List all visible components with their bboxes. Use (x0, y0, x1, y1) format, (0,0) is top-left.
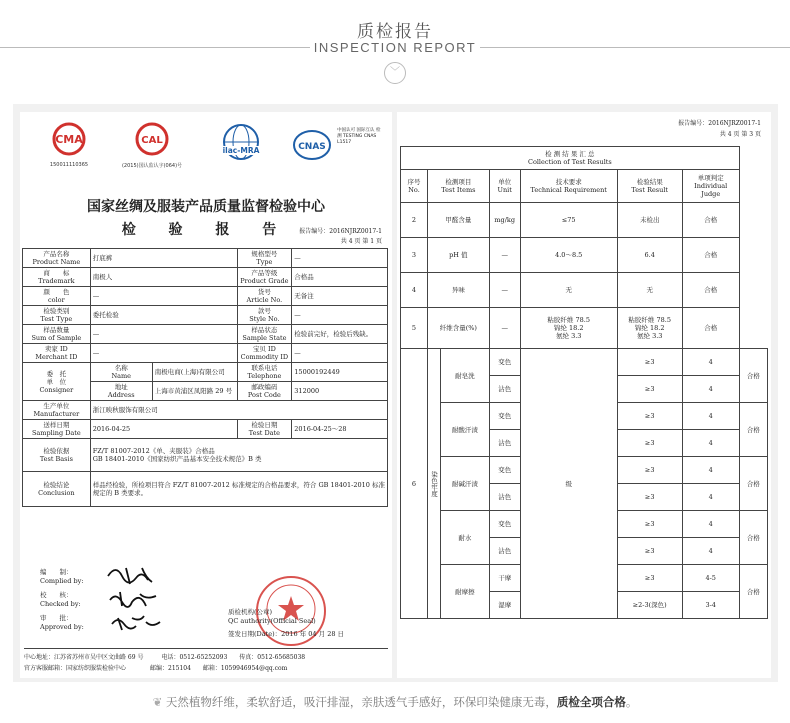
label-cn: 联系电话 (251, 364, 278, 372)
judge-cell: 合格 (682, 308, 739, 349)
ilac-mark-text: ilac-MRA (222, 146, 260, 155)
page-title: 质检报告 (357, 22, 433, 42)
result-cell: 粘胶纤维 78.5 锦纶 18.2 氨纶 3.3 (617, 308, 682, 349)
result-cell: 6.4 (617, 238, 682, 273)
label-cn: 生产单位 (43, 402, 70, 410)
result-cell: 3-4 (682, 592, 739, 619)
header-cn: 单位 (498, 178, 512, 186)
judge-cell: 合格 (682, 203, 739, 238)
field-label (23, 420, 91, 439)
address-label (90, 382, 152, 401)
consigner-postcode: 312000 (292, 382, 388, 401)
label-cn: 款号 (257, 307, 271, 315)
unit-cell: mg/kg (489, 203, 520, 238)
cal-mark-icon (127, 122, 177, 156)
fastness-subitem: 耐摩擦 (441, 565, 490, 619)
row-number: 2 (401, 203, 428, 238)
judge-cell: 合格 (739, 565, 767, 619)
fastness-group-label: 染色牢度 (428, 349, 441, 619)
test-basis-row (23, 439, 388, 472)
fastness-aspect: 变色 (489, 511, 520, 538)
table-title-row (401, 147, 768, 170)
header-cn: 单项判定 (697, 174, 724, 182)
requirement-cell: 无 (520, 273, 617, 308)
test-item: 纤维含量(%) (428, 308, 490, 349)
label-en: Article No. (246, 296, 283, 304)
label-cn: 卖家 ID (44, 345, 68, 353)
consigner-row (23, 363, 388, 382)
cal-logo (112, 122, 192, 169)
row-number: 5 (401, 308, 428, 349)
field-value: 南极人 (90, 268, 237, 287)
test-item: pH 值 (428, 238, 490, 273)
label-en: Telephone (247, 372, 282, 380)
field-value: 打底裤 (90, 249, 237, 268)
label-en: Test Date (248, 429, 281, 437)
header-en: Individual Judge (694, 182, 728, 198)
header-en: Unit (497, 186, 512, 194)
table-title (401, 147, 740, 170)
row-number: 3 (401, 238, 428, 273)
label-en: Sampling Date (31, 429, 81, 437)
field-label (23, 325, 91, 344)
info-row (23, 249, 388, 268)
table-row (401, 238, 768, 273)
field-value: — (292, 306, 388, 325)
report-title: 检 验 报 告 (121, 222, 291, 238)
label-en: Product Name (32, 258, 81, 266)
field-label (237, 420, 292, 439)
label-cn: 检验依据 (43, 447, 70, 455)
report-number: 报告编号：2016NJRZ0017-1 (299, 228, 382, 235)
header-en: Technical Requirement (530, 186, 607, 194)
judge-cell: 合格 (739, 511, 767, 565)
label-en: Manufacturer (33, 410, 80, 418)
result-cell: 4 (682, 484, 739, 511)
field-label (237, 249, 292, 268)
result-cell: 4 (682, 403, 739, 430)
result-cell: 4-5 (682, 565, 739, 592)
info-row (23, 268, 388, 287)
label-en: Merchant ID (35, 353, 78, 361)
header-en: No. (408, 186, 420, 194)
field-label (23, 344, 91, 363)
fastness-subitem: 耐皂洗 (441, 349, 490, 403)
field-label (23, 249, 91, 268)
label-cn: 商 标 (43, 269, 70, 277)
requirement-cell: ≥3 (617, 430, 682, 457)
report-info-table (22, 248, 388, 507)
label-cn: 样品状态 (251, 326, 278, 334)
ilac-mra-logo (212, 122, 270, 170)
row-number: 4 (401, 273, 428, 308)
column-header (489, 170, 520, 203)
column-header (617, 170, 682, 203)
chevron-down-icon[interactable]: ﹀ (384, 62, 406, 84)
ilac-globe-icon (215, 122, 267, 166)
fastness-aspect: 沾色 (489, 430, 520, 457)
header-en: Test Items (441, 186, 476, 194)
label-en: color (48, 296, 65, 304)
label-cn: 检验日期 (251, 421, 278, 429)
field-value: 检验前完好，检验后残缺。 (292, 325, 388, 344)
footer-contact: 官方客服邮箱：国家纺织服装检验中心 邮编：215104 邮箱：1059946954@qq.com (24, 665, 288, 672)
label-en: Test Type (40, 315, 73, 323)
label-cn: 宝贝 ID (252, 345, 276, 353)
label-en: Commodity ID (240, 353, 289, 361)
manufacturer-row (23, 401, 388, 420)
fastness-aspect: 变色 (489, 457, 520, 484)
approved-by-label: 审 批： Approved by: (40, 614, 84, 631)
conclusion-row (23, 472, 388, 507)
footer-address: 中心地址：江苏省苏州市吴中区文曲路 69 号 电话：0512-65252093 传真：0512-65685038 (24, 654, 306, 661)
label-cn: 送样日期 (43, 421, 70, 429)
requirement-cell: ≥3 (617, 538, 682, 565)
sampling-date: 2016-04-25 (90, 420, 237, 439)
header-en: Test Result (631, 186, 669, 194)
label-en: Style No. (249, 315, 280, 323)
cma-number: 150011110365 (49, 162, 89, 168)
label-cn: 地址 (114, 383, 128, 391)
table-row (401, 273, 768, 308)
requirement-cell: ≥2-3(深色) (617, 592, 682, 619)
result-cell: 4 (682, 349, 739, 376)
field-value: 浙江映秋服饰有限公司 (90, 401, 387, 420)
fastness-subitem: 耐碱汗渍 (441, 457, 490, 511)
requirement-cell: ≥3 (617, 484, 682, 511)
requirement-cell: ≥3 (617, 511, 682, 538)
requirement-cell: ≥3 (617, 457, 682, 484)
fastness-aspect: 沾色 (489, 538, 520, 565)
test-item: 甲醛含量 (428, 203, 490, 238)
requirement-cell: 粘胶纤维 78.5 锦纶 18.2 氨纶 3.3 (520, 308, 617, 349)
qc-authority: 质检机构(公章) QC authority(Official Seal) (228, 608, 316, 625)
product-tagline (0, 694, 790, 710)
fastness-aspect: 湿摩 (489, 592, 520, 619)
info-row (23, 287, 388, 306)
consigner-label: 委 托 单 位 Consigner (23, 363, 91, 401)
label-cn: 产品名称 (43, 250, 70, 258)
field-value: 样品经检验，所检项目符合 FZ/T 81007-2012 标准规定的合格品要求，符合 GB 18401-2010 标准规定的 B 类要求。 (90, 472, 387, 507)
result-cell: 4 (682, 457, 739, 484)
label-en: Product Grade (240, 277, 289, 285)
label-cn: 检验结论 (43, 481, 70, 489)
cal-number: (2015)国认监认字(064)号 (121, 163, 183, 169)
signatures-image (106, 564, 176, 639)
certification-logos (40, 122, 380, 182)
header-cn: 序号 (407, 178, 421, 186)
field-label (23, 306, 91, 325)
label-cn: 颜 色 (43, 288, 70, 296)
fastness-aspect: 沾色 (489, 376, 520, 403)
cnas-caption: 中国认可 国际互认 检测 TESTING CNAS L1517 (337, 128, 381, 145)
field-label (23, 287, 91, 306)
tagline-text: 天然植物纤维，柔软舒适，吸汗排湿，亲肤透气手感好，环保印染健康无毒， (165, 695, 557, 709)
requirement-cell: ≥3 (617, 349, 682, 376)
issue-date: 签发日期(Date)：2016 年 04 月 28 日 (228, 630, 345, 638)
field-label (237, 287, 292, 306)
fastness-subitem: 耐酸汗渍 (441, 403, 490, 457)
fastness-subitem: 耐水 (441, 511, 490, 565)
cma-mark-text: CMA (55, 133, 83, 146)
field-value: — (292, 344, 388, 363)
dates-row (23, 420, 388, 439)
field-value: — (90, 325, 237, 344)
label-en: Type (256, 258, 273, 266)
report-cover-page (20, 112, 392, 678)
cnas-mark-text: CNAS (298, 142, 326, 152)
consigner-name: 南极电商(上海)有限公司 (152, 363, 237, 382)
field-value: 无备注 (292, 287, 388, 306)
result-cell: 4 (682, 538, 739, 565)
label-en: Conclusion (38, 489, 75, 497)
field-label (23, 439, 91, 472)
label-cn: 名称 (114, 364, 128, 372)
column-header (401, 170, 428, 203)
organization-name: 国家丝绸及服装产品质量监督检验中心 (87, 199, 325, 215)
tagline-emphasis: 质检全项合格 (556, 695, 626, 709)
unit-cell: — (489, 273, 520, 308)
table-row (401, 308, 768, 349)
result-cell: 4 (682, 376, 739, 403)
page-subtitle: INSPECTION REPORT (313, 40, 477, 55)
row-number: 6 (401, 349, 428, 619)
name-label (90, 363, 152, 382)
header-cn: 检验结果 (636, 178, 663, 186)
field-value: 委托检验 (90, 306, 237, 325)
label-en: Test Basis (39, 455, 73, 463)
cma-mark-icon (44, 122, 94, 156)
leaf-icon: ❦ (152, 695, 163, 709)
info-row (23, 306, 388, 325)
judge-cell: 合格 (739, 349, 767, 403)
field-label (237, 268, 292, 287)
field-value: — (292, 249, 388, 268)
judge-cell: 合格 (682, 273, 739, 308)
header-cn: 检测项目 (445, 178, 472, 186)
label-en: Trademark (38, 277, 75, 285)
field-label (237, 325, 292, 344)
tagline-end: 。 (625, 695, 638, 709)
field-value: 合格品 (292, 268, 388, 287)
test-results-page (397, 112, 771, 678)
unit-cell: 级 (520, 349, 617, 619)
table-row (401, 349, 768, 376)
fastness-aspect: 变色 (489, 403, 520, 430)
unit-cell: — (489, 238, 520, 273)
fastness-aspect: 变色 (489, 349, 520, 376)
info-row (23, 325, 388, 344)
label-cn: 货号 (257, 288, 271, 296)
table-row (401, 203, 768, 238)
consigner-telephone: 15000192449 (292, 363, 388, 382)
field-value: — (90, 344, 237, 363)
field-value: — (90, 287, 237, 306)
fastness-aspect: 沾色 (489, 484, 520, 511)
title-cn: 检 测 结 果 汇 总 (545, 150, 595, 158)
title-en: Collection of Test Results (527, 158, 612, 166)
field-label (237, 344, 292, 363)
page-count: 共 4 页 第 1 页 (340, 238, 382, 245)
label-cn: 邮政编码 (251, 383, 278, 391)
test-item: 异味 (428, 273, 490, 308)
result-cell: 无 (617, 273, 682, 308)
page-count: 共 4 页 第 3 页 (719, 131, 761, 138)
table-header-row (401, 170, 768, 203)
cnas-logo (292, 128, 382, 162)
requirement-cell: ≤75 (520, 203, 617, 238)
fastness-aspect: 干摩 (489, 565, 520, 592)
label-en: Name (111, 372, 132, 380)
label-cn: 样品数量 (43, 326, 70, 334)
requirement-cell: ≥3 (617, 403, 682, 430)
cal-mark-text: CAL (141, 135, 163, 146)
unit-cell: — (489, 308, 520, 349)
judge-cell: 合格 (739, 403, 767, 457)
requirement-cell: ≥3 (617, 565, 682, 592)
field-label (237, 306, 292, 325)
requirement-cell: 4.0～8.5 (520, 238, 617, 273)
label-cn: 规格型号 (251, 250, 278, 258)
cnas-mark-icon (292, 128, 332, 162)
column-header (682, 170, 739, 203)
result-cell: 4 (682, 430, 739, 457)
label-en: Post Code (247, 391, 281, 399)
field-label (23, 472, 91, 507)
label-cn: 产品等级 (251, 269, 278, 277)
consigner-address: 上海市黄浦区凤阳路 29 号 (152, 382, 237, 401)
field-value: FZ/T 81007-2012《单、夹服装》合格品 GB 18401-2010《国家纺织产品基本安全技术规范》B 类 (90, 439, 387, 472)
result-cell: 未检出 (617, 203, 682, 238)
column-header (428, 170, 490, 203)
field-label (23, 401, 91, 420)
requirement-cell: ≥3 (617, 376, 682, 403)
field-label (23, 268, 91, 287)
test-results-table (400, 146, 768, 619)
test-date: 2016-04-25～28 (292, 420, 388, 439)
label-en: Sum of Sample (31, 334, 82, 342)
result-cell: 4 (682, 511, 739, 538)
checked-by-label: 校 核： Checked by: (40, 591, 81, 608)
report-number: 报告编号：2016NJRZ0017-1 (678, 120, 761, 127)
label-en: Address (107, 391, 135, 399)
label-cn: 检验类别 (43, 307, 70, 315)
info-row (23, 344, 388, 363)
cma-logo (40, 122, 98, 168)
header-cn: 技术要求 (555, 178, 582, 186)
post-label (237, 382, 292, 401)
label-en: Sample State (242, 334, 287, 342)
tel-label (237, 363, 292, 382)
footer-divider (24, 648, 388, 649)
compiled-by-label: 编 制： Complied by: (40, 568, 84, 585)
judge-cell: 合格 (682, 238, 739, 273)
judge-cell: 合格 (739, 457, 767, 511)
column-header (520, 170, 617, 203)
